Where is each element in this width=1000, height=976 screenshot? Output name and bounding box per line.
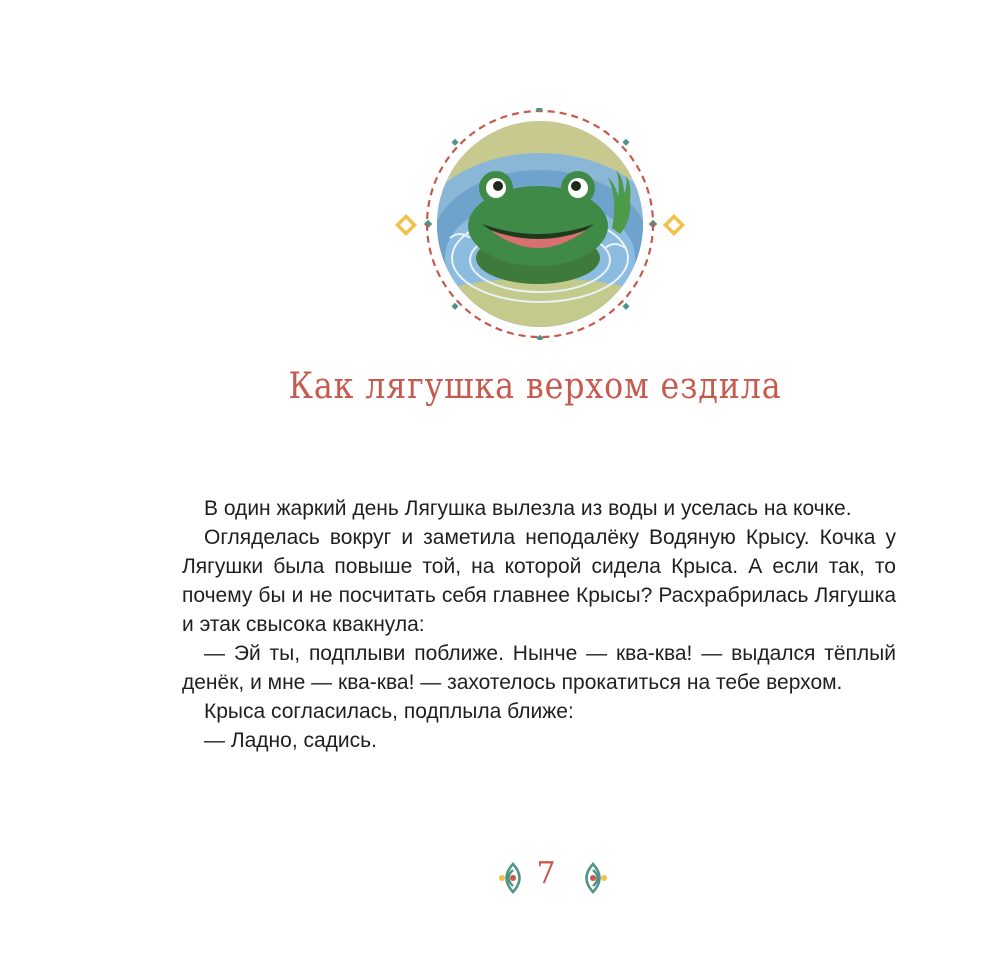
page-number: 7: [536, 856, 556, 891]
story-paragraph: — Ладно, садись.: [204, 729, 377, 752]
story-paragraph: Огляделась вокруг и заметила неподалёку Водяную Крысу. Кочка у Лягушки была повыше той, на которой сидела Крыса. А если так, то почему бы и не посчитать себя главнее Крысы? Расхрабрилась Лягушка и этак свысока квакнула:: [182, 526, 896, 636]
diamond-ornament-icon: [649, 214, 685, 236]
story-paragraph: В один жаркий день Лягушка вылезла из воды и уселась на кочке.: [204, 497, 852, 520]
story-paragraph: — Эй ты, подплыви поближе. Нынче — ква-ква! — выдался тёплый денёк, и мне — ква-ква! — захотелось прокатиться на тебе верхом.: [182, 642, 896, 694]
story-paragraph: Крыса согласилась, подплыла ближе:: [204, 700, 574, 723]
floral-ornament-icon: [496, 860, 530, 896]
floral-ornament-icon: [576, 860, 610, 896]
story-text: [182, 494, 896, 755]
page-footer: [490, 854, 620, 904]
frog-pond-medallion: [390, 108, 702, 340]
chapter-title: Как лягушка верхом ездила: [288, 366, 782, 407]
